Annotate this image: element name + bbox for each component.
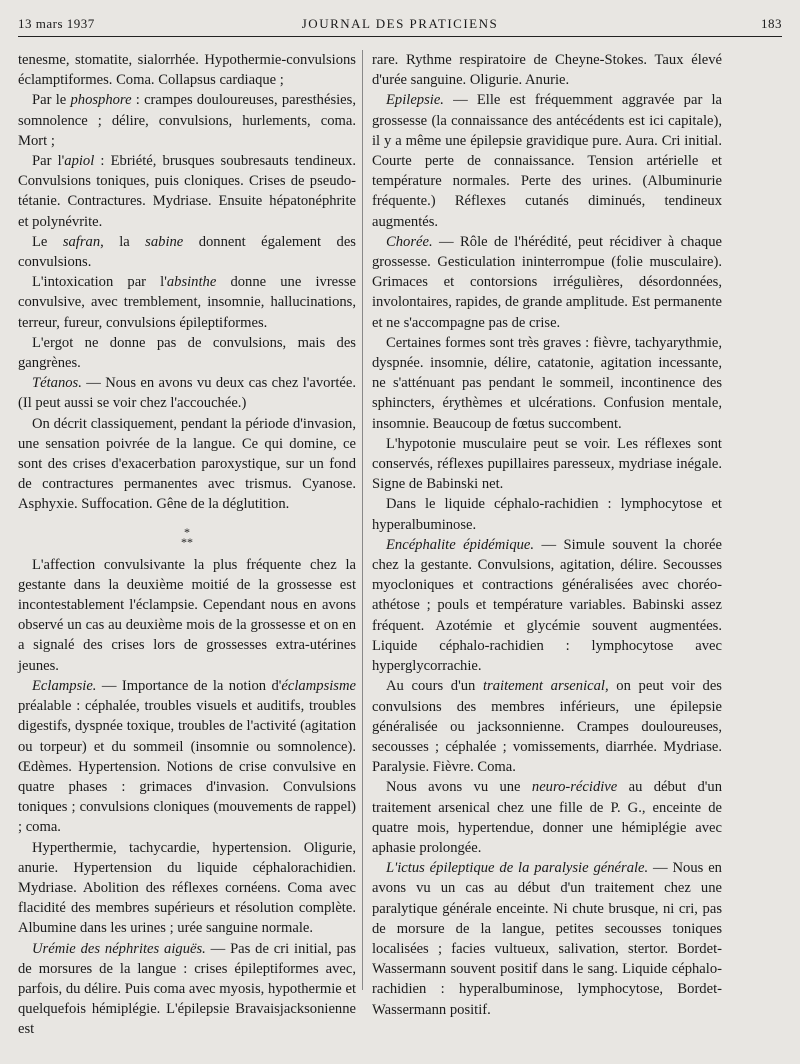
- italic-term: safran: [62, 233, 101, 250]
- right-column: [372, 50, 722, 1020]
- paragraph: [372, 535, 722, 676]
- italic-term: Encéphalite épidémique.: [386, 536, 535, 553]
- journal-title: JOURNAL DES PRATICIENS: [301, 16, 499, 31]
- paragraph-text: tenesme, stomatite, sialorrhée. Hypothermie-convulsions éclamptiformes. Coma. Collapsus cardiaque ;: [18, 52, 356, 89]
- paragraph: [18, 151, 356, 232]
- paragraph-lead: Le: [32, 233, 63, 250]
- paragraph: [18, 838, 356, 939]
- paragraph: [18, 676, 356, 838]
- paragraph-text: , la: [100, 233, 146, 250]
- section-separator: [18, 524, 356, 549]
- page-header: [18, 14, 782, 37]
- paragraph: [372, 90, 722, 231]
- paragraph-text: rare. Rythme respiratoire de Cheyne-Stokes. Taux élevé d'urée sanguine. Oligurie. Anurie.: [372, 52, 722, 89]
- paragraph: [372, 232, 722, 333]
- paragraph: [18, 373, 356, 413]
- column-divider: [362, 50, 363, 990]
- paragraph-text: — Elle est fréquemment aggravée par la grossesse (la connaissance des antécédents est ici capitale), il y a même une épilepsie gravidique pure. Aura. Cri initial. Courte perte de connaissance. Tension artérielle et température normales. Perte des urines. (Albuminurie fréquente.) Réflexes cutanés diminués, tendineux augmentés.: [372, 92, 722, 230]
- paragraph-text: L'ergot ne donne pas de convulsions, mais des gangrènes.: [18, 334, 356, 372]
- asterism: * **: [181, 524, 193, 549]
- paragraph: [18, 272, 356, 333]
- paragraph-text: — Importance de la notion d': [96, 677, 282, 694]
- paragraph: [372, 333, 722, 434]
- paragraph-text: — Pas de cri initial, pas de morsures de la langue : crises épileptiformes avec, parfois, du délire. Puis coma avec myosis, hypothermie et quelquefois hémiplégie. L'épilepsie Bravaisjacksonienne est: [18, 940, 356, 1038]
- paragraph: [372, 50, 722, 90]
- italic-term: Urémie des néphrites aiguës.: [32, 940, 206, 957]
- paragraph: [372, 777, 722, 858]
- paragraph: [18, 90, 356, 151]
- paragraph-text: : Ebriété, brusques soubresauts tendineux. Convulsions toniques, puis cloniques. Crises de pseudo-tétanie. Contractures. Mydriase. Ensuite hépatonéphrite et polynévrite.: [18, 153, 356, 230]
- paragraph-lead: Par le: [32, 92, 71, 109]
- paragraph: [372, 494, 722, 534]
- paragraph-text: donne une ivresse convulsive, avec tremblement, insomnie, hallucinations, terreur, fureur, convulsions épileptiformes.: [18, 274, 356, 331]
- paragraph-lead: Par l': [32, 153, 65, 170]
- italic-term: phosphore: [70, 92, 132, 109]
- paragraph-lead: L'intoxication par l': [32, 274, 167, 291]
- paragraph-text: L'affection convulsivante la plus fréquente chez la gestante dans la deuxième moitié de la grossesse est incontestablement l'éclampsie. Cependant nous en avons observé un cas au deuxième mois de la grossesse et on en a signalé des crises lors de grossesses extra-utérines jeunes.: [18, 556, 356, 674]
- paragraph-text: donnent également des convulsions.: [18, 233, 356, 271]
- paragraph-text: — Rôle de l'hérédité, peut récidiver à chaque grossesse. Gesticulation ininterrompue (folie musculaire). Grimaces et contorsions irrégulières, désordonnées, involontaires, rapides, de grande amplitude. Est permanente et ne s'accompagne pas de crise.: [372, 233, 722, 331]
- paragraph-text: L'hypotonie musculaire peut se voir. Les réflexes sont conservés, réflexes pupillaires paresseux, mydriase inégale. Signe de Babinski net.: [372, 435, 722, 493]
- paragraph: [18, 232, 356, 272]
- italic-term: traitement arsenical,: [482, 678, 609, 695]
- paragraph: [18, 50, 356, 90]
- paragraph-lead: Au cours d'un: [386, 678, 483, 695]
- italic-term: Tétanos.: [32, 375, 82, 392]
- paragraph-text: — Nous en avons vu un cas au début d'un traitement chez une paralytique générale enceinte. Ni chute brusque, ni cri, pas de morsure de la langue, petites secousses toniques localisées ; facies vultueux, salivation, stertor. Bordet-Wassermann souvent positif dans le sang. Liquide céphalo-rachidien : hyperalbuminose, lymphocytose, Bordet-Wassermann positif.: [372, 860, 722, 1018]
- paragraph-text: au début d'un traitement arsenical chez une fille de P. G., enceinte de quatre mois, hypertendue, donner une hémiplégie avec aphasie prolongée.: [372, 779, 722, 856]
- page-number: 183: [761, 16, 782, 31]
- paragraph: [372, 858, 722, 1020]
- paragraph-text: préalable : céphalée, troubles visuels et auditifs, troubles digestifs, dyspnée toxique, troubles de l'activité (agitation ou torpeur) et du sommeil (insomnie ou somnolence). Œdèmes. Hypertension. Notions de crise convulsive en quatre phases : grimaces d'invasion. Convulsions toniques ; convulsions cloniques (mouvements de rappel) ; coma.: [18, 698, 356, 836]
- italic-term: apiol: [64, 153, 95, 170]
- paragraph: [372, 676, 722, 777]
- paragraph: [18, 333, 356, 373]
- paragraph: [18, 555, 356, 676]
- paragraph-text: — Simule souvent la chorée chez la gestante. Convulsions, agitation, délire. Secousses myocloniques et contractions généralisées avec choréo-athétose ; pouls et température variables. Babinski assez fréquent. Azotémie et glycémie souvent augmentées. Liquide céphalo-rachidien : lymphocytose avec hyperglycorrachie.: [372, 536, 722, 675]
- paragraph-text: : crampes douloureuses, paresthésies, somnolence ; délire, convulsions, hurlements, coma. Mort ;: [18, 92, 356, 149]
- italic-term: sabine: [145, 233, 184, 250]
- italic-term: Chorée.: [386, 233, 433, 250]
- italic-term: L'ictus épileptique de la paralysie générale.: [386, 860, 649, 877]
- paragraph: [18, 939, 356, 1040]
- paragraph: [18, 414, 356, 515]
- italic-term: éclampsisme: [281, 677, 356, 694]
- italic-term: absinthe: [166, 274, 217, 291]
- paragraph-text: on peut voir des convulsions des membres inférieurs, une épilepsie généralisée ou jacksonnienne. Crampes douloureuses, secousses ; céphalée ; vomissements, diarrhée. Mydriase. Paralysie. Fièvre. Coma.: [372, 678, 722, 776]
- italic-term: Epilepsie.: [386, 92, 444, 109]
- paragraph-text: On décrit classiquement, pendant la période d'invasion, une sensation poivrée de la langue. Ce qui domine, ce sont des crises d'exacerbation paroxystique, sur un fond de contractures permanentes avec trismus. Cyanose. Asphyxie. Suffocation. Gêne de la déglutition.: [18, 415, 356, 513]
- paragraph-text: — Nous en avons vu deux cas chez l'avortée. (Il peut aussi se voir chez l'accouchée.): [18, 375, 356, 412]
- paragraph-text: Dans le liquide céphalo-rachidien : lymphocytose et hyperalbuminose.: [372, 496, 722, 533]
- issue-date: 13 mars 1937: [18, 16, 95, 31]
- paragraph-lead: Nous avons vu une: [386, 779, 532, 796]
- paragraph-text: Hyperthermie, tachycardie, hypertension. Oligurie, anurie. Hypertension du liquide céphalorachidien. Mydriase. Abolition des réflexes cornéens. Coma avec flacidité des membres supérieurs et résolution complète. Albumine dans les urines ; urée sanguine normale.: [18, 839, 356, 937]
- paragraph-text: Certaines formes sont très graves : fièvre, tachyarythmie, dyspnée. insomnie, délire, catatonie, agitation incessante, ne s'atténuant pas pendant le sommeil, incontinence des sphincters, érythèmes et ulcérations. Confusion mentale, insomnie. Beaucoup de fœtus succombent.: [372, 334, 722, 432]
- italic-term: neuro-récidive: [531, 779, 618, 796]
- italic-term: Eclampsie.: [32, 677, 97, 694]
- left-column: [18, 50, 356, 1040]
- paragraph: [372, 434, 722, 495]
